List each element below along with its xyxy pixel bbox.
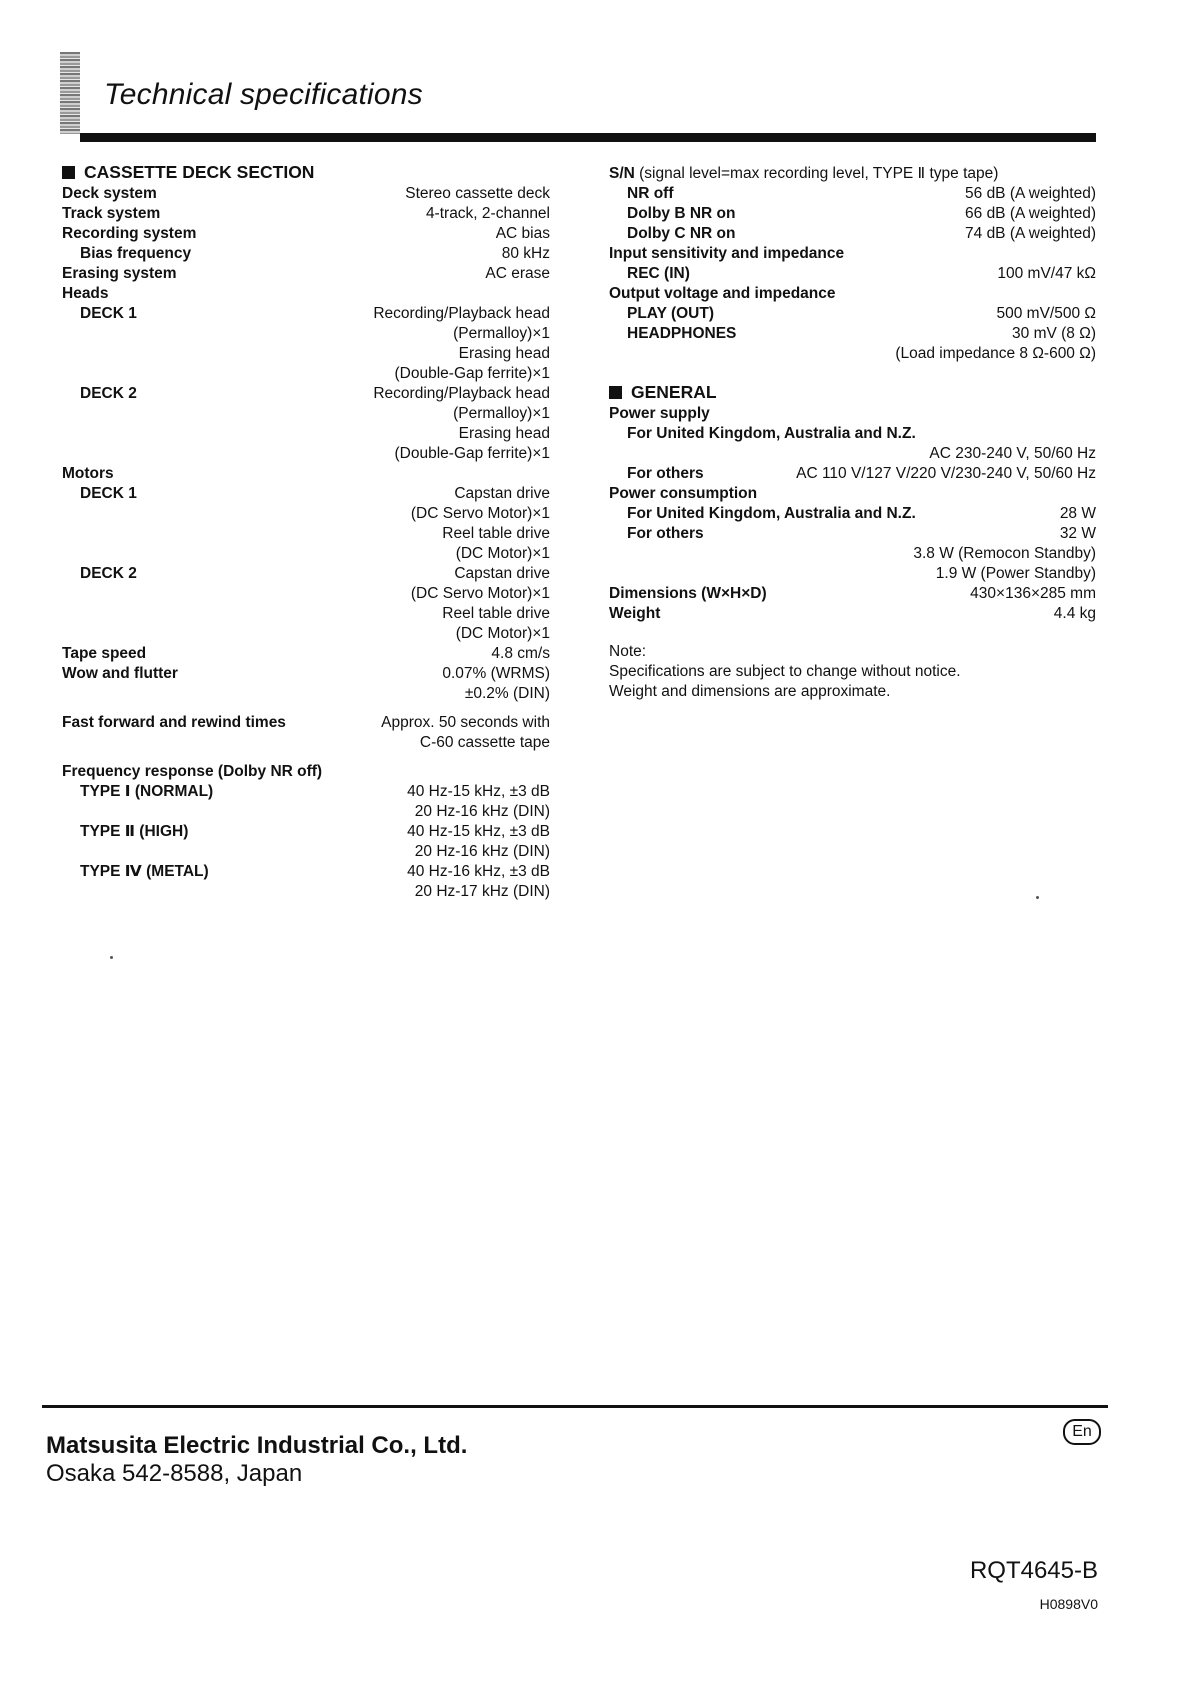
cassette-deck-section: [62, 160, 550, 902]
spec-row: [609, 544, 1096, 564]
spec-label: DECK 1: [80, 305, 137, 322]
spec-label: PLAY (OUT): [627, 305, 714, 322]
spec-row: [62, 344, 550, 364]
spec-value: C-60 cassette tape: [419, 734, 550, 751]
spec-label: REC (IN): [627, 265, 690, 282]
spec-label: Deck system: [62, 185, 157, 202]
spec-label: For United Kingdom, Australia and N.Z.: [627, 425, 916, 442]
sn-label: S/N: [609, 165, 635, 182]
spec-row: [609, 564, 1096, 584]
spec-row: [62, 604, 550, 624]
spec-value: Approx. 50 seconds with: [381, 714, 550, 731]
spec-row: [62, 733, 550, 753]
language-badge: En: [1063, 1419, 1101, 1445]
spec-label: TYPE Ⅰ (NORMAL): [80, 783, 214, 800]
spec-row: [609, 484, 1096, 504]
sn-description: (signal level=max recording level, TYPE Ⅱ type tape): [634, 165, 999, 182]
note-title: Note:: [609, 643, 647, 660]
note-line: Weight and dimensions are approximate.: [609, 683, 891, 700]
spec-value: 4-track, 2-channel: [425, 205, 550, 222]
spec-row: [62, 782, 550, 802]
spec-label: For United Kingdom, Australia and N.Z.: [627, 505, 916, 522]
spec-value: 28 W: [1059, 505, 1096, 522]
spec-label: DECK 2: [80, 565, 137, 582]
spec-row: [62, 762, 550, 782]
spec-label: For others: [627, 525, 704, 542]
company-address: Osaka 542-8588, Japan: [46, 1460, 303, 1487]
spec-label: Dimensions (W×H×D): [609, 585, 767, 602]
spec-value: Reel table drive: [442, 525, 550, 542]
spec-label: Track system: [62, 205, 161, 222]
spec-row: [62, 684, 550, 704]
spec-value: 40 Hz-15 kHz, ±3 dB: [407, 823, 550, 840]
spec-value: Recording/Playback head: [373, 385, 550, 402]
spec-row: [62, 713, 550, 733]
spec-row: [62, 544, 550, 564]
spec-value: AC erase: [485, 265, 550, 282]
spec-value: (Permalloy)×1: [453, 405, 550, 422]
spec-value: (Double-Gap ferrite)×1: [394, 365, 550, 382]
spec-value: 30 mV (8 Ω): [1012, 325, 1096, 342]
spec-label: Power consumption: [609, 485, 758, 502]
spec-value: 20 Hz-16 kHz (DIN): [414, 843, 550, 860]
footer-rule: [42, 1405, 1108, 1408]
spec-value: (Load impedance 8 Ω-600 Ω): [895, 345, 1096, 362]
document-code: RQT4645-B: [969, 1557, 1098, 1584]
spec-value: 0.07% (WRMS): [442, 665, 550, 682]
spec-row: [62, 384, 550, 404]
spec-row: [609, 584, 1096, 604]
page-title: Technical specifications: [104, 78, 423, 111]
spec-label: Power supply: [609, 405, 710, 422]
spec-row: [62, 184, 550, 204]
spec-row: [62, 444, 550, 464]
spec-label: For others: [627, 465, 704, 482]
spec-row: [609, 244, 1096, 264]
spec-value: (Permalloy)×1: [453, 325, 550, 342]
spec-label: Tape speed: [62, 645, 147, 662]
spec-row: [62, 464, 550, 484]
spec-value: (DC Motor)×1: [455, 545, 550, 562]
spec-row: [609, 404, 1096, 424]
spec-value: (Double-Gap ferrite)×1: [394, 445, 550, 462]
company-name: Matsusita Electric Industrial Co., Ltd.: [46, 1432, 468, 1459]
spec-value: Recording/Playback head: [373, 305, 550, 322]
spec-label: Input sensitivity and impedance: [609, 245, 845, 262]
spec-row: [609, 224, 1096, 244]
spec-label: Motors: [62, 465, 114, 482]
spec-value: 40 Hz-16 kHz, ±3 dB: [407, 863, 550, 880]
spec-value: 100 mV/47 kΩ: [997, 265, 1096, 282]
spec-row: [62, 862, 550, 882]
spec-value: 56 dB (A weighted): [965, 185, 1096, 202]
spec-row: [62, 624, 550, 644]
spec-value: 80 kHz: [501, 245, 550, 262]
spec-row: [62, 284, 550, 304]
spec-row: [609, 284, 1096, 304]
spec-value: 3.8 W (Remocon Standby): [913, 545, 1096, 562]
spec-row: [62, 802, 550, 822]
spec-row: [609, 524, 1096, 544]
signal-and-general-section: [609, 164, 1096, 702]
note-line: Specifications are subject to change without notice.: [609, 663, 961, 680]
spec-value: Capstan drive: [454, 565, 550, 582]
spec-row: [62, 644, 550, 664]
spec-label: Wow and flutter: [62, 665, 178, 682]
spec-label: DECK 1: [80, 485, 137, 502]
spec-row: [609, 184, 1096, 204]
spec-row: [62, 504, 550, 524]
spec-value: 1.9 W (Power Standby): [935, 565, 1096, 582]
document-print-code: H0898V0: [1039, 1596, 1098, 1612]
spec-row: [609, 444, 1096, 464]
spec-row: [609, 604, 1096, 624]
spec-value: Capstan drive: [454, 485, 550, 502]
spec-value: 4.8 cm/s: [491, 645, 550, 662]
spec-value: AC bias: [495, 225, 550, 242]
spec-label: TYPE Ⅱ (HIGH): [80, 823, 189, 840]
spec-value: 20 Hz-17 kHz (DIN): [414, 883, 550, 900]
sn-heading-row: [609, 164, 1096, 184]
spec-row: [62, 484, 550, 504]
spec-label: Frequency response (Dolby NR off): [62, 763, 323, 780]
spec-value: 32 W: [1059, 525, 1096, 542]
spec-value: 500 mV/500 Ω: [996, 305, 1096, 322]
spec-row: [62, 584, 550, 604]
spec-value: (DC Servo Motor)×1: [410, 505, 550, 522]
spec-value: Reel table drive: [442, 605, 550, 622]
spec-label: Fast forward and rewind times: [62, 714, 286, 731]
spec-value: 40 Hz-15 kHz, ±3 dB: [407, 783, 550, 800]
spec-label: Heads: [62, 285, 109, 302]
spec-row: [62, 224, 550, 244]
spec-row: [62, 524, 550, 544]
spec-row: [609, 204, 1096, 224]
spec-label: HEADPHONES: [627, 325, 737, 342]
spec-row: [62, 304, 550, 324]
spec-value: (DC Servo Motor)×1: [410, 585, 550, 602]
scan-speck: [1036, 896, 1039, 899]
general-section-heading: GENERAL: [609, 380, 1096, 404]
square-bullet-icon: [609, 386, 622, 399]
spec-value: 430×136×285 mm: [970, 585, 1096, 602]
spec-row: [609, 344, 1096, 364]
spec-row: [62, 842, 550, 862]
spec-label: TYPE Ⅳ (METAL): [80, 863, 209, 880]
spec-row: [609, 464, 1096, 484]
spec-label: Recording system: [62, 225, 197, 242]
spec-value: AC 230-240 V, 50/60 Hz: [929, 445, 1096, 462]
spec-value: Stereo cassette deck: [405, 185, 550, 202]
spec-row: [62, 564, 550, 584]
spec-label: Weight: [609, 605, 661, 622]
spec-row: [62, 324, 550, 344]
spec-value: 74 dB (A weighted): [965, 225, 1096, 242]
spec-row: [62, 664, 550, 684]
title-rule: [80, 133, 1096, 142]
square-bullet-icon: [62, 166, 75, 179]
spec-row: [609, 504, 1096, 524]
spec-row: [62, 244, 550, 264]
spec-row: [62, 404, 550, 424]
spec-label: Dolby B NR on: [627, 205, 736, 222]
spec-label: DECK 2: [80, 385, 137, 402]
spec-row: [62, 364, 550, 384]
spec-row: [62, 882, 550, 902]
spec-row: [62, 424, 550, 444]
spec-row: [62, 822, 550, 842]
spec-row: [609, 424, 1096, 444]
spec-value: 66 dB (A weighted): [965, 205, 1096, 222]
title-decoration-bar: [60, 52, 80, 134]
scan-speck: [110, 956, 113, 959]
spec-value: AC 110 V/127 V/220 V/230-240 V, 50/60 Hz: [796, 465, 1096, 482]
spec-label: Output voltage and impedance: [609, 285, 836, 302]
cassette-section-heading: CASSETTE DECK SECTION: [62, 160, 550, 184]
sn-heading: [609, 164, 998, 184]
spec-value: 4.4 kg: [1053, 605, 1096, 622]
spec-row: [609, 304, 1096, 324]
spec-label: NR off: [627, 185, 674, 202]
spec-label: Bias frequency: [80, 245, 192, 262]
spec-value: ±0.2% (DIN): [464, 685, 550, 702]
spec-row: [609, 324, 1096, 344]
spec-value: Erasing head: [458, 345, 550, 362]
spec-label: Erasing system: [62, 265, 177, 282]
spec-value: (DC Motor)×1: [455, 625, 550, 642]
spec-row: [609, 264, 1096, 284]
spec-row: [62, 204, 550, 224]
spec-row: [62, 264, 550, 284]
spec-value: Erasing head: [458, 425, 550, 442]
spec-label: Dolby C NR on: [627, 225, 736, 242]
spec-value: 20 Hz-16 kHz (DIN): [414, 803, 550, 820]
